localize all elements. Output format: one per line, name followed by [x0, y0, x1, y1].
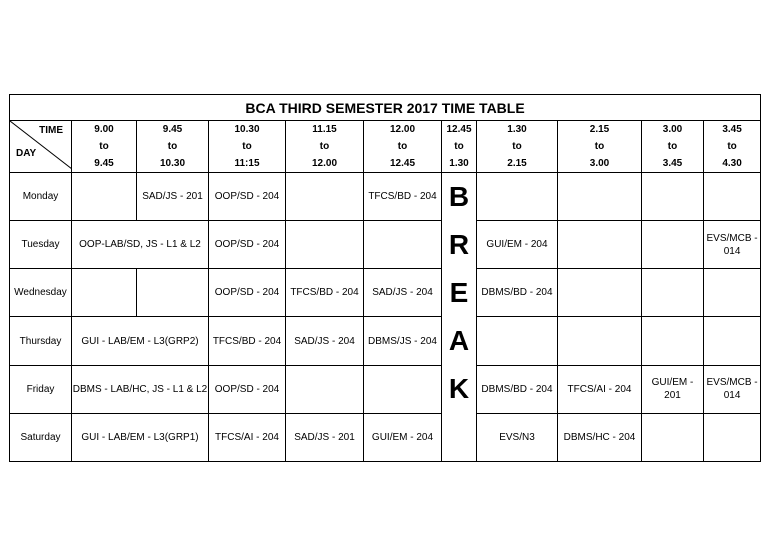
time-slot-header: 2.15 to 3.00 — [558, 121, 642, 173]
table-row — [10, 173, 761, 221]
class-cell — [642, 413, 704, 461]
timetable — [9, 94, 761, 462]
day-label: Friday — [10, 365, 72, 413]
class-cell: EVS/MCB - 014 — [704, 365, 761, 413]
class-cell — [704, 317, 761, 365]
lab-cell: GUI - LAB/EM - L3(GRP2) — [72, 317, 209, 365]
time-axis-label: TIME — [39, 125, 63, 136]
time-slot-header: 3.00 to 3.45 — [642, 121, 704, 173]
class-cell: SAD/JS - 204 — [364, 269, 442, 317]
class-cell — [642, 317, 704, 365]
class-cell — [704, 173, 761, 221]
class-cell — [286, 221, 364, 269]
corner-cell — [10, 121, 72, 173]
day-axis-label: DAY — [16, 148, 37, 159]
lab-cell: GUI - LAB/EM - L3(GRP1) — [72, 413, 209, 461]
class-cell: OOP/SD - 204 — [209, 365, 286, 413]
timetable-sheet — [9, 94, 760, 462]
day-label: Thursday — [10, 317, 72, 365]
break-letter: A — [448, 325, 470, 356]
class-cell: SAD/JS - 201 — [137, 173, 209, 221]
class-cell: GUI/EM - 204 — [477, 221, 558, 269]
break-letter: E — [449, 277, 469, 308]
class-cell — [704, 269, 761, 317]
time-header-row — [10, 121, 761, 173]
time-slot-header: 1.30 to 2.15 — [477, 121, 558, 173]
class-cell: DBMS/BD - 204 — [477, 269, 558, 317]
class-cell: DBMS/BD - 204 — [477, 365, 558, 413]
class-cell — [477, 317, 558, 365]
class-cell: OOP/SD - 204 — [209, 269, 286, 317]
timetable-title: BCA THIRD SEMESTER 2017 TIME TABLE — [10, 95, 761, 121]
time-slot-header: 11.15 to 12.00 — [286, 121, 364, 173]
time-slot-header: 3.45 to 4.30 — [704, 121, 761, 173]
class-cell: EVS/MCB - 014 — [704, 221, 761, 269]
class-cell — [704, 413, 761, 461]
class-cell — [558, 269, 642, 317]
day-label: Tuesday — [10, 221, 72, 269]
table-row — [10, 221, 761, 269]
class-cell: TFCS/AI - 204 — [209, 413, 286, 461]
class-cell: TFCS/BD - 204 — [286, 269, 364, 317]
class-cell: SAD/JS - 204 — [286, 317, 364, 365]
break-spacer — [442, 413, 476, 461]
class-cell: GUI/EM - 201 — [642, 365, 704, 413]
time-slot-header: 9.45 to 10.30 — [137, 121, 209, 173]
day-label: Monday — [10, 173, 72, 221]
class-cell — [642, 269, 704, 317]
table-row — [10, 413, 761, 461]
table-row — [10, 269, 761, 317]
break-letter: B — [448, 181, 470, 212]
class-cell: OOP/SD - 204 — [209, 173, 286, 221]
class-cell — [286, 365, 364, 413]
class-cell: TFCS/AI - 204 — [558, 365, 642, 413]
time-slot-header: 12.00 to 12.45 — [364, 121, 442, 173]
class-cell: DBMS/HC - 204 — [558, 413, 642, 461]
day-label: Wednesday — [10, 269, 72, 317]
break-letter: R — [448, 229, 470, 260]
class-cell — [558, 173, 642, 221]
time-slot-header: 10.30 to 11:15 — [209, 121, 286, 173]
class-cell — [558, 221, 642, 269]
class-cell — [72, 173, 137, 221]
class-cell — [72, 269, 137, 317]
class-cell — [642, 221, 704, 269]
class-cell: GUI/EM - 204 — [364, 413, 442, 461]
day-label: Saturday — [10, 413, 72, 461]
class-cell: TFCS/BD - 204 — [209, 317, 286, 365]
table-row — [10, 365, 761, 413]
class-cell: EVS/N3 — [477, 413, 558, 461]
class-cell — [364, 365, 442, 413]
class-cell: SAD/JS - 201 — [286, 413, 364, 461]
class-cell: DBMS/JS - 204 — [364, 317, 442, 365]
table-row — [10, 317, 761, 365]
time-slot-header: 9.00 to 9.45 — [72, 121, 137, 173]
lab-cell: DBMS - LAB/HC, JS - L1 & L2 — [72, 365, 209, 413]
break-letter: K — [448, 373, 470, 404]
class-cell — [477, 173, 558, 221]
class-cell — [364, 221, 442, 269]
class-cell: TFCS/BD - 204 — [364, 173, 442, 221]
class-cell: OOP/SD - 204 — [209, 221, 286, 269]
class-cell — [137, 269, 209, 317]
lab-cell: OOP-LAB/SD, JS - L1 & L2 — [72, 221, 209, 269]
class-cell — [286, 173, 364, 221]
break-column — [442, 173, 477, 462]
class-cell — [558, 317, 642, 365]
time-slot-header: 12.45 to 1.30 — [442, 121, 477, 173]
class-cell — [642, 173, 704, 221]
